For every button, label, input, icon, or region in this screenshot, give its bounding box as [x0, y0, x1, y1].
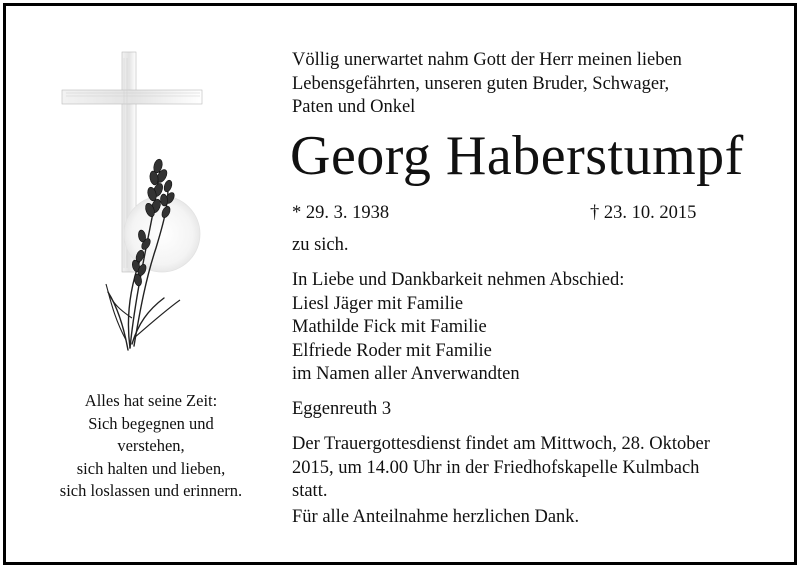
motto-line: Sich begegnen und — [88, 413, 214, 433]
service-line: Der Trauergottesdienst findet am Mittwoch, 28. Oktober — [292, 434, 710, 454]
motto-line: Alles hat seine Zeit: — [84, 391, 218, 410]
motto-line: verstehen, — [117, 436, 185, 455]
mourner-entry: Liesl Jäger mit Familie — [292, 293, 464, 314]
service-line: statt. — [292, 481, 328, 501]
mourner-entry: Mathilde Fick mit Familie — [292, 317, 487, 337]
intro-line: Völlig unerwartet nahm Gott der Herr meinen lieben — [292, 50, 682, 70]
intro-line: Lebensgefährten, unseren guten Bruder, Schwager, — [292, 73, 670, 94]
mourner-entry: Elfriede Roder mit Familie — [292, 340, 492, 361]
birth-date: * 29. 3. 1938 — [292, 203, 390, 223]
deceased-name: Georg Haberstumpf — [290, 125, 744, 187]
intro-line: Paten und Onkel — [292, 97, 416, 117]
death-date: † 23. 10. 2015 — [590, 203, 697, 223]
mourners-list — [292, 269, 624, 387]
obituary-notice — [3, 3, 797, 565]
thanks-note: Für alle Anteilnahme herzlichen Dank. — [292, 507, 580, 527]
address: Eggenreuth 3 — [292, 399, 392, 419]
closing-phrase: zu sich. — [292, 235, 349, 255]
motto-line: sich halten und lieben, — [76, 458, 226, 478]
mourner-entry: im Namen aller Anverwandten — [292, 364, 520, 384]
intro-text — [292, 49, 682, 120]
service-info — [292, 433, 710, 504]
mourners-heading: In Liebe und Dankbarkeit nehmen Abschied: — [292, 270, 625, 290]
service-line: 2015, um 14.00 Uhr in der Friedhofskapelle Kulmbach — [292, 457, 700, 478]
motto-line: sich loslassen und erinnern. — [59, 481, 243, 500]
motto-verse — [56, 390, 246, 503]
cross-with-wheat-icon — [54, 48, 214, 368]
